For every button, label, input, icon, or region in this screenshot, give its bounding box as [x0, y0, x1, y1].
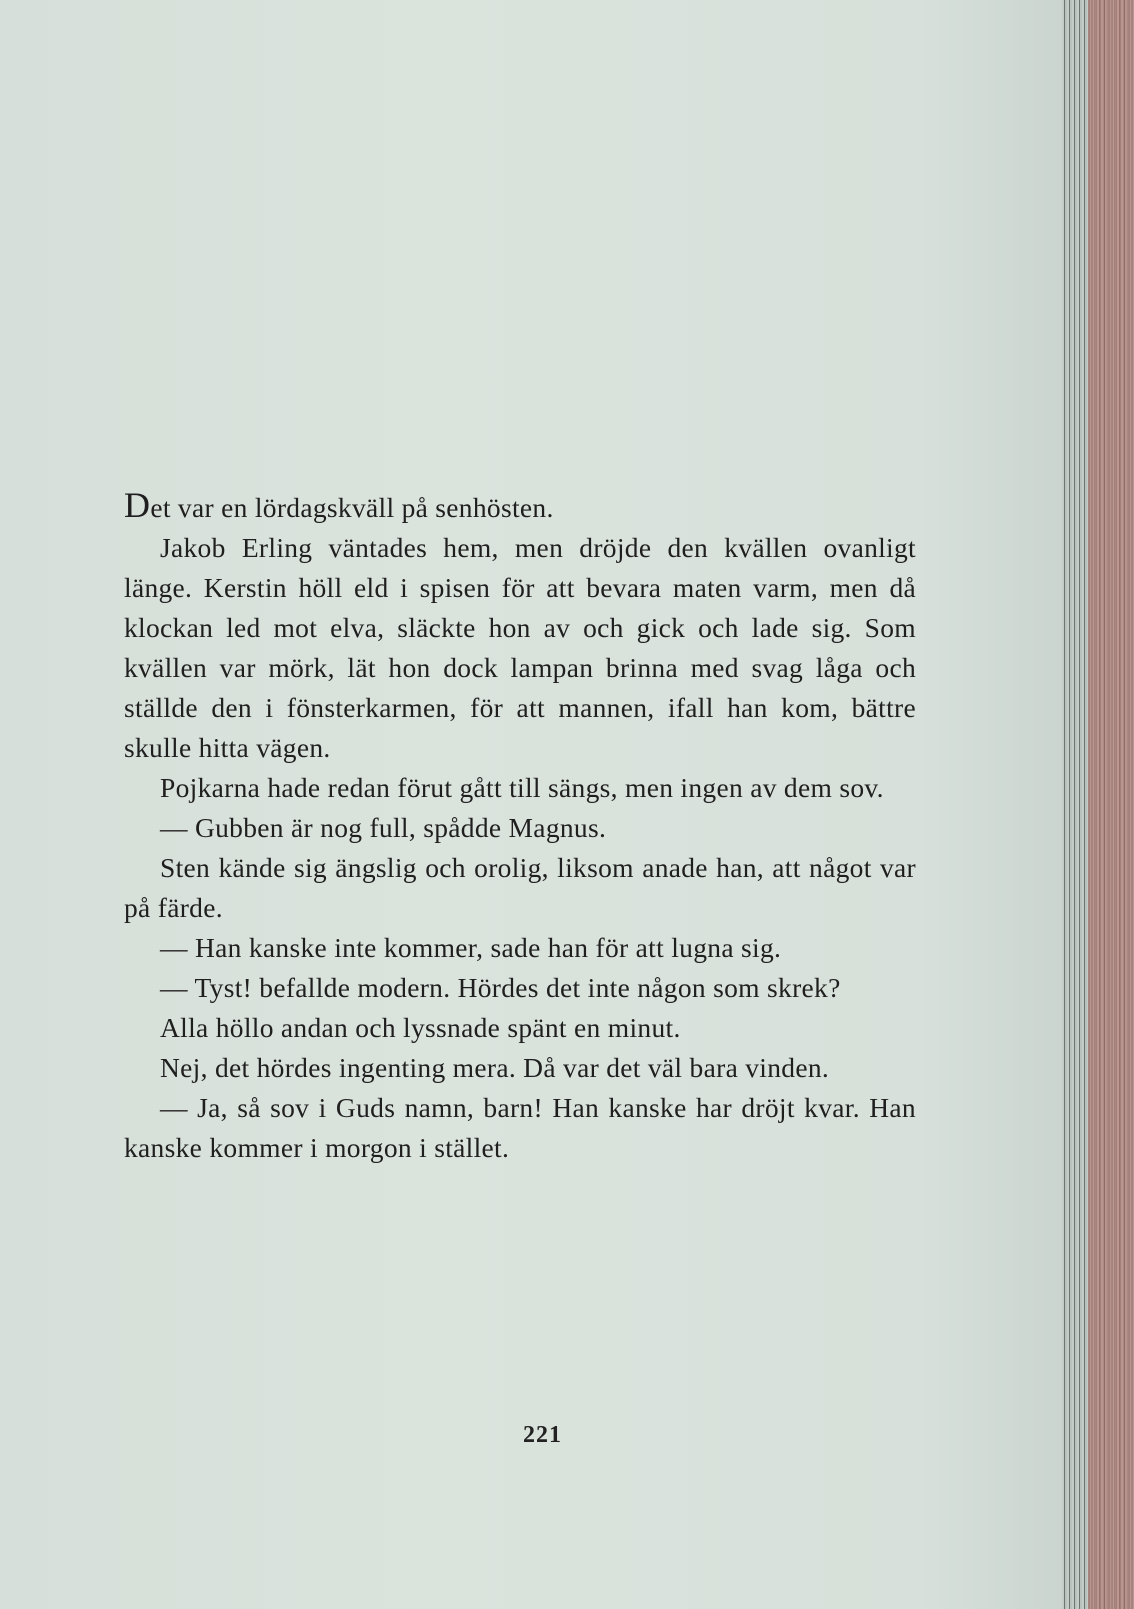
page-block-red-edge [1088, 0, 1134, 1609]
opening-paragraph-text: et var en lördagskväll på senhösten. [150, 492, 554, 523]
page-number: 221 [523, 1422, 562, 1448]
paragraph: Sten kände sig ängslig och orolig, liksom anade han, att något var på färde. [124, 852, 916, 923]
paragraph: Nej, det hördes ingenting mera. Då var det väl bara vinden. [160, 1052, 830, 1083]
paragraph: Jakob Erling väntades hem, men dröjde den kvällen ovanligt länge. Kerstin höll eld i spisen för att bevara maten varm, men då klockan led mot elva, släckte hon av och gick och lade sig. Som kvällen var mörk, lät hon dock lampan brinna med svag låga och ställde den i fönsterkarmen, för att mannen, ifall han kom, bättre skulle hitta vägen. [124, 532, 916, 763]
paragraph: Alla höllo andan och lyssnade spänt en minut. [160, 1012, 681, 1043]
paragraph: — Han kanske inte kommer, sade han för att lugna sig. [160, 932, 782, 963]
body-text [124, 485, 916, 1168]
drop-cap: D [124, 485, 151, 525]
paragraph: Pojkarna hade redan förut gått till sängs, men ingen av dem sov. [160, 772, 884, 803]
paragraph: — Ja, så sov i Guds namn, barn! Han kanske har dröjt kvar. Han kanske kommer i morgon i stället. [124, 1092, 916, 1163]
paragraph: — Tyst! befallde modern. Hördes det inte någon som skrek? [160, 972, 841, 1003]
opening-paragraph [124, 485, 916, 528]
paragraph: — Gubben är nog full, spådde Magnus. [160, 812, 607, 843]
